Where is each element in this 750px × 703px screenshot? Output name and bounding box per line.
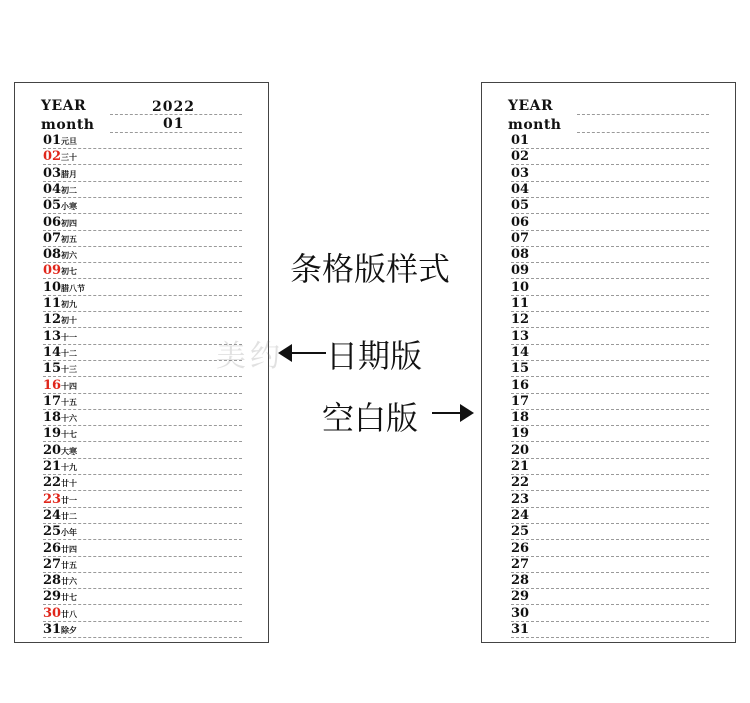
lunar-date: 十六 <box>61 414 77 424</box>
lunar-date: 廿十 <box>61 479 77 489</box>
row-rule <box>511 376 709 377</box>
row-rule <box>511 344 709 345</box>
row-rule <box>511 246 709 247</box>
day-number: 06 <box>511 214 530 230</box>
lunar-date: 廿八 <box>61 609 77 619</box>
row-rule <box>43 458 242 459</box>
row-rule <box>43 213 242 214</box>
day-number: 31 <box>511 622 530 637</box>
day-number: 12 <box>43 312 62 328</box>
row-rule <box>511 441 709 442</box>
day-number: 21 <box>511 459 530 474</box>
watermark: 美约 <box>216 339 284 374</box>
row-rule <box>43 295 242 296</box>
row-rule <box>43 393 242 394</box>
row-rule <box>511 507 709 508</box>
lunar-date: 十五 <box>61 397 77 407</box>
day-number: 22 <box>511 475 530 491</box>
day-number: 02 <box>43 149 62 165</box>
row-rule <box>511 621 709 622</box>
lunar-date: 十四 <box>61 381 77 391</box>
day-number: 30 <box>43 605 62 621</box>
row-rule <box>511 637 709 638</box>
row-rule <box>511 327 709 328</box>
row-rule <box>43 637 242 638</box>
day-number: 16 <box>511 377 530 393</box>
row-rule <box>43 327 242 328</box>
month-label: month <box>508 117 562 133</box>
row-rule <box>511 148 709 149</box>
lunar-date: 初五 <box>61 234 77 244</box>
row-rule <box>43 376 242 377</box>
day-number: 02 <box>511 149 530 165</box>
lunar-date: 廿五 <box>61 560 77 570</box>
day-number: 19 <box>511 426 530 442</box>
row-rule <box>43 409 242 410</box>
day-number: 03 <box>511 165 530 181</box>
day-number: 04 <box>43 181 62 197</box>
day-number: 03 <box>43 165 62 181</box>
day-number: 11 <box>511 296 530 311</box>
row-rule <box>43 360 242 361</box>
month-rule <box>110 132 242 133</box>
row-rule <box>511 230 709 231</box>
row-rule <box>511 556 709 557</box>
day-number: 29 <box>511 589 530 605</box>
row-rule <box>43 311 242 312</box>
day-number: 14 <box>511 344 530 360</box>
lunar-date: 十三 <box>61 365 77 375</box>
day-number: 01 <box>511 133 530 148</box>
row-rule <box>511 474 709 475</box>
day-number: 24 <box>511 507 530 523</box>
blank-version-caption: 空白版 <box>322 399 419 437</box>
row-rule <box>511 523 709 524</box>
day-number: 05 <box>43 198 62 214</box>
lunar-date: 十一 <box>61 332 77 342</box>
day-number: 14 <box>43 344 62 360</box>
day-number: 24 <box>43 507 62 523</box>
row-rule <box>43 230 242 231</box>
row-rule <box>511 164 709 165</box>
day-number: 20 <box>511 442 530 458</box>
row-rule <box>511 572 709 573</box>
lunar-date: 廿二 <box>61 511 77 521</box>
day-number: 11 <box>43 296 62 311</box>
lunar-date: 初二 <box>61 185 77 195</box>
row-rule <box>511 588 709 589</box>
day-number: 22 <box>43 475 62 491</box>
lunar-date: 初四 <box>61 218 77 228</box>
lunar-date: 初十 <box>61 316 77 326</box>
day-number: 16 <box>43 377 62 393</box>
day-number: 31 <box>43 622 62 637</box>
year-value: 2022 <box>152 99 195 115</box>
day-number: 13 <box>43 328 62 344</box>
month-value: 01 <box>163 116 185 132</box>
row-rule <box>43 197 242 198</box>
row-rule <box>43 148 242 149</box>
row-rule <box>511 393 709 394</box>
day-number: 15 <box>511 361 530 377</box>
lunar-date: 元旦 <box>61 137 77 146</box>
lunar-date: 小寒 <box>61 202 77 212</box>
lunar-date: 初七 <box>61 267 77 277</box>
blank-calendar-sheet <box>481 82 736 643</box>
day-number: 30 <box>511 605 530 621</box>
day-number: 28 <box>511 573 530 589</box>
row-rule <box>511 360 709 361</box>
row-rule <box>511 490 709 491</box>
day-number: 13 <box>511 328 530 344</box>
lunar-date: 除夕 <box>61 626 77 635</box>
year-label: YEAR <box>41 98 87 114</box>
row-rule <box>511 197 709 198</box>
day-number: 26 <box>43 540 62 556</box>
year-rule <box>577 114 709 115</box>
lunar-date: 廿四 <box>61 544 77 554</box>
row-rule <box>43 621 242 622</box>
row-rule <box>511 458 709 459</box>
day-number: 08 <box>43 247 62 263</box>
day-number: 06 <box>43 214 62 230</box>
lunar-date: 腊月 <box>61 169 77 179</box>
lunar-date: 大寒 <box>61 446 77 456</box>
day-number: 18 <box>511 410 530 426</box>
year-rule <box>110 114 242 115</box>
day-number: 07 <box>511 230 530 246</box>
row-rule <box>43 474 242 475</box>
day-number: 27 <box>511 556 530 572</box>
row-rule <box>43 425 242 426</box>
row-rule <box>43 246 242 247</box>
row-rule <box>511 311 709 312</box>
lunar-date: 初九 <box>61 300 77 309</box>
day-number: 23 <box>511 491 530 507</box>
row-rule <box>43 539 242 540</box>
day-number: 01 <box>43 133 62 148</box>
row-rule <box>511 213 709 214</box>
style-title-caption: 条格版样式 <box>290 250 451 288</box>
row-rule <box>43 572 242 573</box>
dated-version-caption: 日期版 <box>326 337 423 375</box>
day-number: 19 <box>43 426 62 442</box>
day-number: 20 <box>43 442 62 458</box>
day-number: 25 <box>511 524 530 540</box>
row-rule <box>511 278 709 279</box>
day-number: 21 <box>43 459 62 474</box>
day-number: 07 <box>43 230 62 246</box>
row-rule <box>43 278 242 279</box>
row-rule <box>43 507 242 508</box>
row-rule <box>43 588 242 589</box>
day-number: 17 <box>511 393 530 409</box>
row-rule <box>43 181 242 182</box>
lunar-date: 廿六 <box>61 577 77 587</box>
day-number: 10 <box>511 279 530 295</box>
row-rule <box>43 164 242 165</box>
row-rule <box>43 523 242 524</box>
month-label: month <box>41 117 95 133</box>
row-rule <box>511 295 709 296</box>
month-rule <box>577 132 709 133</box>
row-rule <box>43 262 242 263</box>
lunar-date: 腊八节 <box>61 283 85 293</box>
lunar-date: 初六 <box>61 251 77 261</box>
day-number: 17 <box>43 393 62 409</box>
day-number: 23 <box>43 491 62 507</box>
year-label: YEAR <box>508 98 554 114</box>
day-number: 18 <box>43 410 62 426</box>
day-number: 09 <box>43 263 62 279</box>
lunar-date: 廿一 <box>61 495 77 505</box>
row-rule <box>511 409 709 410</box>
lunar-date: 十二 <box>61 348 77 358</box>
row-rule <box>43 490 242 491</box>
lunar-date: 廿七 <box>61 593 77 603</box>
day-number: 15 <box>43 361 62 377</box>
lunar-date: 小年 <box>61 528 77 538</box>
day-number: 28 <box>43 573 62 589</box>
arrow-left-icon <box>278 343 326 363</box>
day-number: 29 <box>43 589 62 605</box>
lunar-date: 十七 <box>61 430 77 440</box>
row-rule <box>511 181 709 182</box>
row-rule <box>511 604 709 605</box>
day-number: 10 <box>43 279 62 295</box>
lunar-date: 三十 <box>61 153 77 163</box>
row-rule <box>43 344 242 345</box>
row-rule <box>43 556 242 557</box>
row-rule <box>511 425 709 426</box>
day-number: 12 <box>511 312 530 328</box>
row-rule <box>43 604 242 605</box>
day-number: 09 <box>511 263 530 279</box>
row-rule <box>43 441 242 442</box>
day-number: 25 <box>43 524 62 540</box>
row-rule <box>511 262 709 263</box>
day-number: 26 <box>511 540 530 556</box>
day-number: 27 <box>43 556 62 572</box>
arrow-right-icon <box>432 403 474 423</box>
day-number: 08 <box>511 247 530 263</box>
row-rule <box>511 539 709 540</box>
day-number: 04 <box>511 181 530 197</box>
day-number: 05 <box>511 198 530 214</box>
lunar-date: 十九 <box>61 463 77 472</box>
